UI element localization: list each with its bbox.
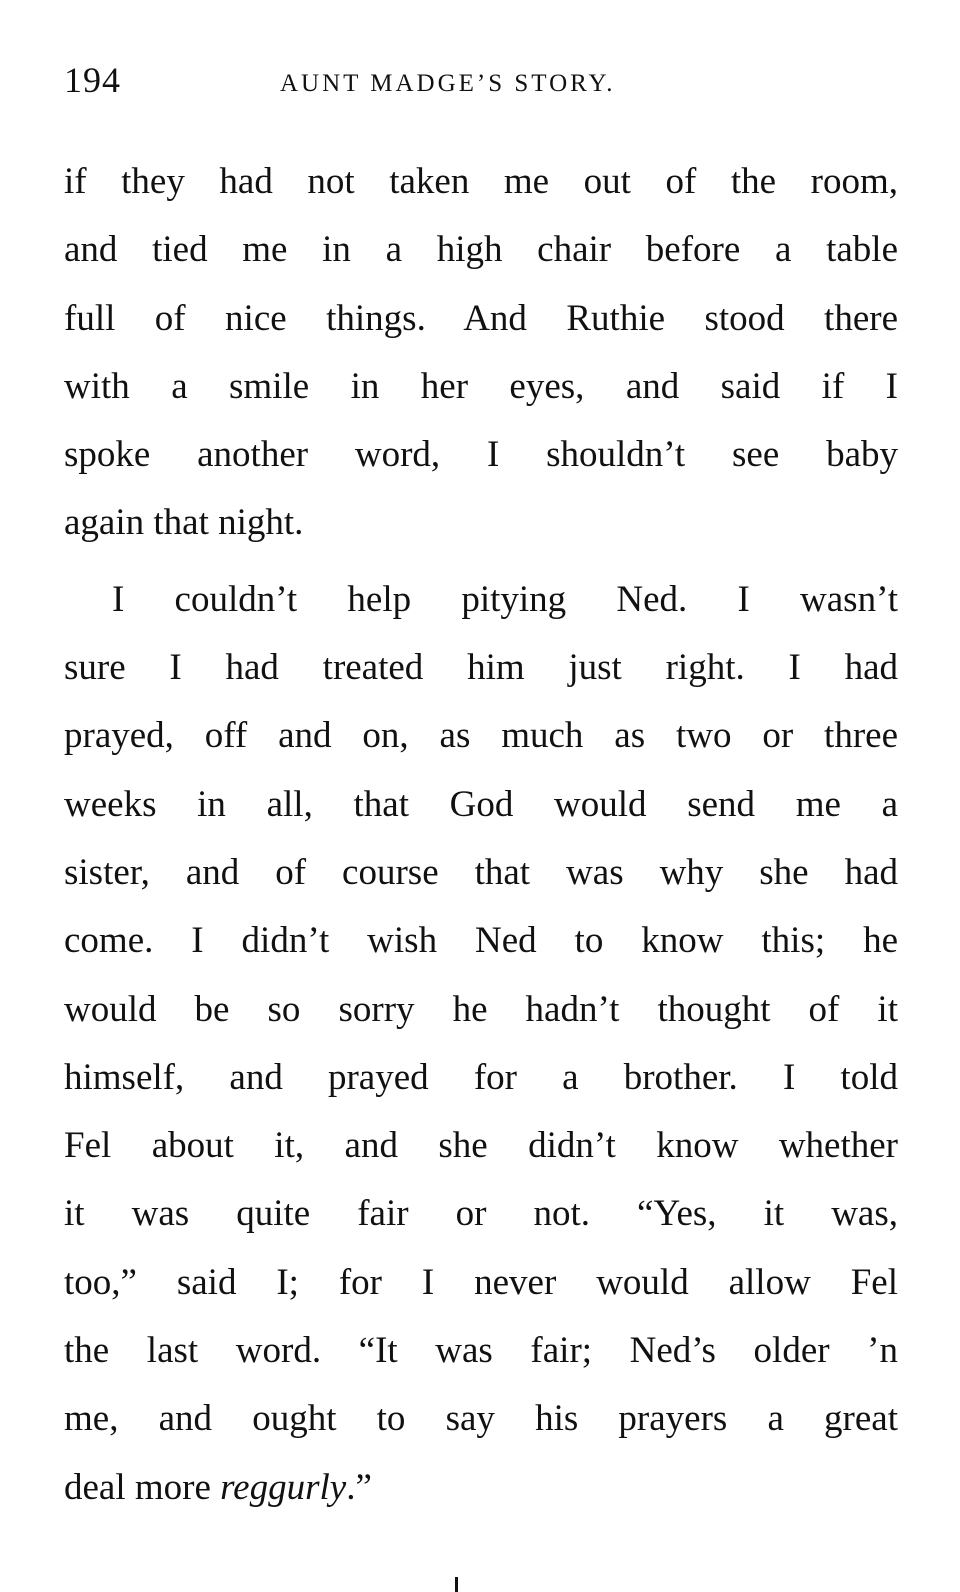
text-line: weeks in all, that God would send me a xyxy=(64,783,898,825)
text-line: spoke another word, I shouldn’t see baby xyxy=(64,434,898,476)
text-line: Fel about it, and she didn’t know whether xyxy=(64,1125,898,1167)
final-line-end: .” xyxy=(346,1466,372,1508)
text-line: it was quite fair or not. “Yes, it was, xyxy=(64,1193,898,1235)
final-line-start: deal more xyxy=(64,1466,221,1508)
text-line: me, and ought to say his prayers a great xyxy=(64,1398,898,1440)
text-line: sure I had treated him just right. I had xyxy=(64,647,898,689)
footer-mark xyxy=(455,1577,458,1592)
text-line: and tied me in a high chair before a table xyxy=(64,229,898,271)
text-line: would be so sorry he hadn’t thought of it xyxy=(64,988,898,1030)
text-line: too,” said I; for I never would allow Fel xyxy=(64,1261,898,1303)
body-text xyxy=(64,152,898,1526)
text-line: come. I didn’t wish Ned to know this; he xyxy=(64,920,898,962)
text-line: himself, and prayed for a brother. I told xyxy=(64,1056,898,1098)
final-text-line xyxy=(64,1458,898,1526)
emphasized-word: reggurly xyxy=(220,1466,347,1508)
text-line: with a smile in her eyes, and said if I xyxy=(64,365,898,407)
page-header xyxy=(64,58,896,108)
text-line: full of nice things. And Ruthie stood there xyxy=(64,297,898,339)
text-line: the last word. “It was fair; Ned’s older ’n xyxy=(64,1330,898,1372)
paragraph-first-line: I couldn’t help pitying Ned. I wasn’t xyxy=(112,578,898,620)
page-number: 194 xyxy=(64,60,121,100)
text-line: sister, and of course that was why she had xyxy=(64,851,898,893)
text-line: if they had not taken me out of the room, xyxy=(64,161,898,202)
text-line: prayed, off and on, as much as two or three xyxy=(64,715,898,757)
running-head: AUNT MADGE’S STORY. xyxy=(280,70,616,97)
text-line: again that night. xyxy=(64,502,304,544)
